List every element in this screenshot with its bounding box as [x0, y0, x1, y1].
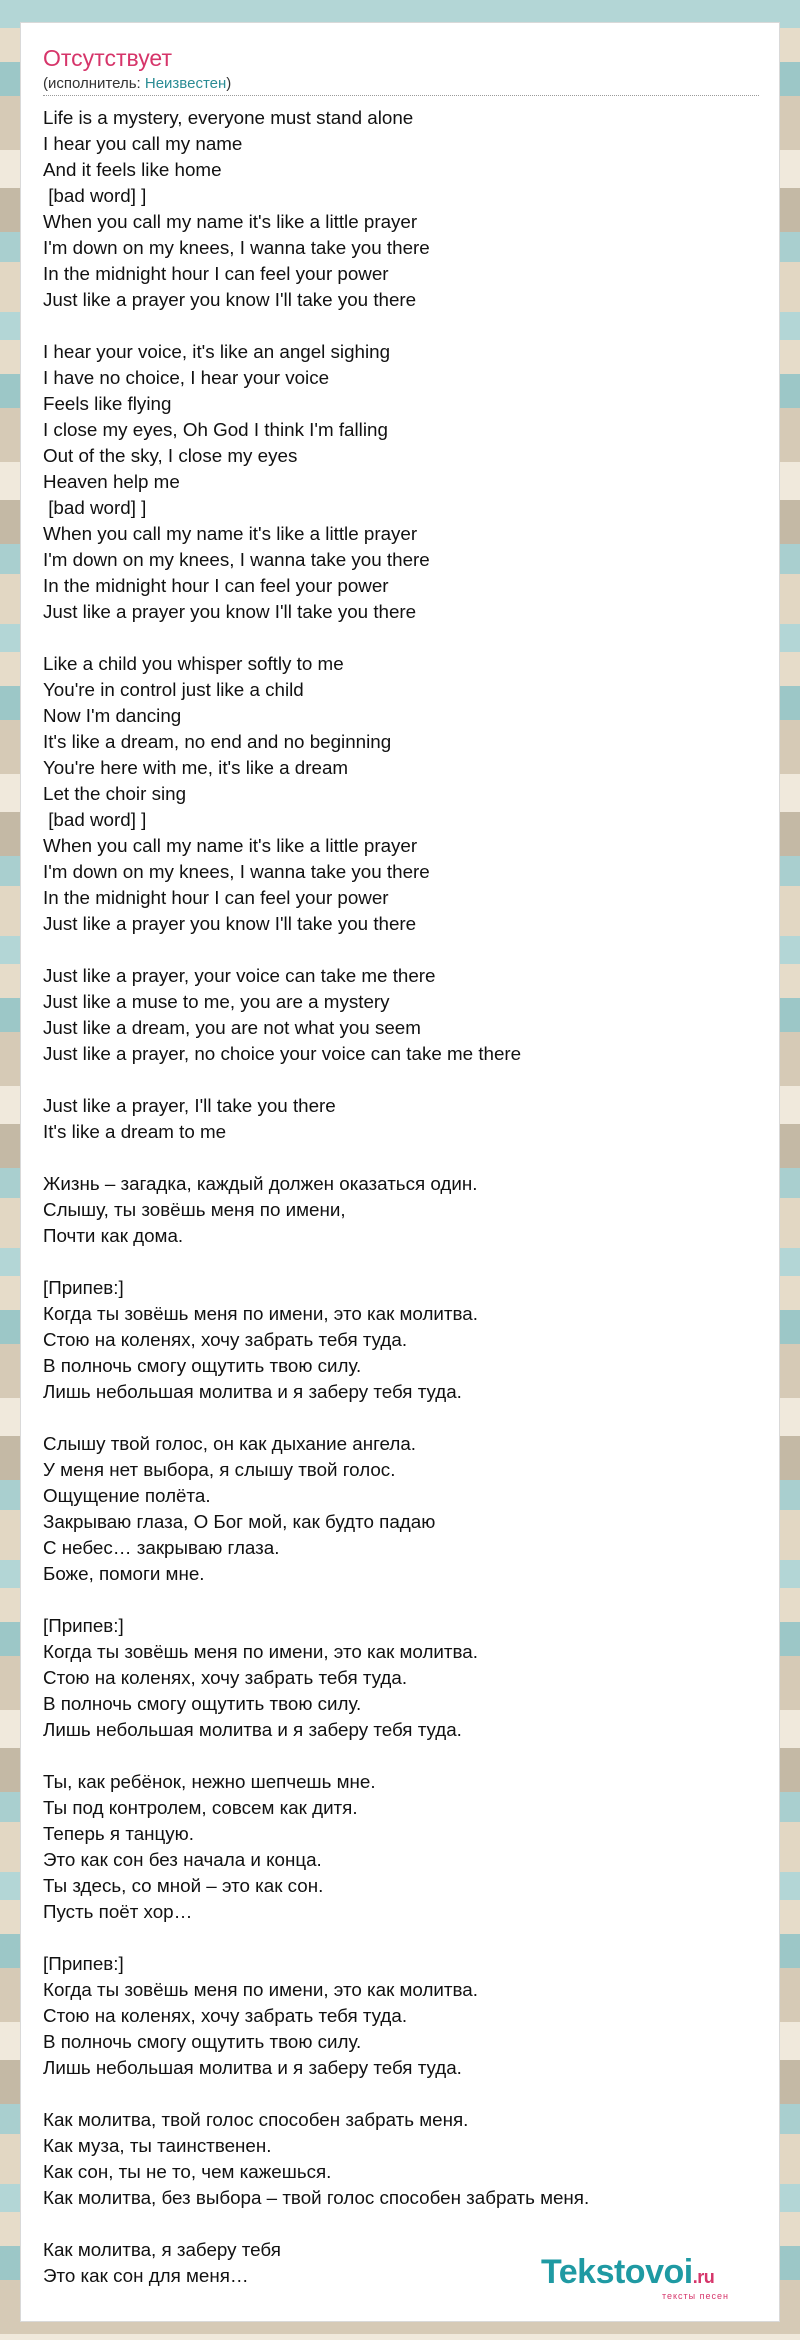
- lyrics-line: Стою на коленях, хочу забрать тебя туда.: [43, 2005, 408, 2026]
- lyrics-line: С небес… закрываю глаза.: [43, 1537, 280, 1558]
- lyrics-line: У меня нет выбора, я слышу твой голос.: [43, 1459, 396, 1480]
- lyrics-line: Лишь небольшая молитва и я заберу тебя туда.: [43, 2057, 462, 2078]
- lyrics-line: Out of the sky, I close my eyes: [43, 445, 298, 466]
- lyrics-line: Just like a dream, you are not what you seem: [43, 1017, 421, 1038]
- lyrics-line: Как муза, ты таинственен.: [43, 2135, 272, 2156]
- lyrics-line: I'm down on my knees, I wanna take you there: [43, 237, 430, 258]
- lyrics-line: I hear your voice, it's like an angel sighing: [43, 341, 391, 362]
- lyrics-line: Let the choir sing: [43, 783, 187, 804]
- lyrics-line: In the midnight hour I can feel your power: [43, 263, 389, 284]
- lyrics-line: [Припев:]: [43, 1953, 124, 1974]
- lyrics-text: [43, 105, 759, 2289]
- lyrics-line: It's like a dream, no end and no beginning: [43, 731, 392, 752]
- logo-main-text: Tekstovoi: [541, 2253, 693, 2291]
- lyrics-blank-line: [43, 2081, 759, 2107]
- lyrics-line: You're in control just like a child: [43, 679, 304, 700]
- lyrics-line: [Припев:]: [43, 1277, 124, 1298]
- lyrics-line: Жизнь – загадка, каждый должен оказаться один.: [43, 1173, 478, 1194]
- artist-suffix: ): [226, 75, 232, 92]
- logo-tld: .ru: [692, 2267, 715, 2287]
- lyrics-line: Like a child you whisper softly to me: [43, 653, 344, 674]
- lyrics-line: Как сон, ты не то, чем кажешься.: [43, 2161, 332, 2182]
- title-divider: [43, 95, 759, 96]
- lyrics-line: Это как сон без начала и конца.: [43, 1849, 322, 1870]
- lyrics-line: Стою на коленях, хочу забрать тебя туда.: [43, 1667, 408, 1688]
- lyrics-line: Just like a prayer, I'll take you there: [43, 1095, 336, 1116]
- lyrics-blank-line: [43, 1925, 759, 1951]
- artist-prefix: (исполнитель:: [43, 75, 145, 92]
- lyrics-line: Когда ты зовёшь меня по имени, это как молитва.: [43, 1641, 478, 1662]
- lyrics-line: Heaven help me: [43, 471, 180, 492]
- logo-tagline: тексты песен: [661, 2291, 729, 2301]
- lyrics-line: When you call my name it's like a little prayer: [43, 523, 418, 544]
- lyrics-line: Now I'm dancing: [43, 705, 182, 726]
- lyrics-line: [bad word] ]: [43, 185, 147, 206]
- lyrics-blank-line: [43, 937, 759, 963]
- lyrics-line: Как молитва, твой голос способен забрать меня.: [43, 2109, 469, 2130]
- lyrics-line: Ощущение полёта.: [43, 1485, 211, 1506]
- lyrics-line: Закрываю глаза, О Бог мой, как будто падаю: [43, 1511, 436, 1532]
- lyrics-line: In the midnight hour I can feel your power: [43, 575, 389, 596]
- artist-link[interactable]: Неизвестен: [144, 75, 227, 92]
- lyrics-line: Ты под контролем, совсем как дитя.: [43, 1797, 358, 1818]
- lyrics-line: Just like a prayer you know I'll take you there: [43, 289, 417, 310]
- lyrics-line: Как молитва, я заберу тебя: [43, 2239, 281, 2260]
- lyrics-line: Just like a prayer you know I'll take you there: [43, 601, 417, 622]
- lyrics-card: [20, 22, 780, 2322]
- lyrics-line: В полночь смогу ощутить твою силу.: [43, 2031, 362, 2052]
- lyrics-blank-line: [43, 625, 759, 651]
- lyrics-line: Слышу твой голос, он как дыхание ангела.: [43, 1433, 416, 1454]
- lyrics-line: Just like a muse to me, you are a mystery: [43, 991, 390, 1012]
- lyrics-line: It's like a dream to me: [43, 1121, 227, 1142]
- lyrics-blank-line: [43, 1405, 759, 1431]
- lyrics-line: You're here with me, it's like a dream: [43, 757, 349, 778]
- lyrics-line: Ты здесь, со мной – это как сон.: [43, 1875, 324, 1896]
- lyrics-line: Лишь небольшая молитва и я заберу тебя туда.: [43, 1381, 462, 1402]
- lyrics-line: I close my eyes, Oh God I think I'm falling: [43, 419, 388, 440]
- lyrics-line: В полночь смогу ощутить твою силу.: [43, 1693, 362, 1714]
- lyrics-line: Боже, помоги мне.: [43, 1563, 205, 1584]
- lyrics-line: Когда ты зовёшь меня по имени, это как молитва.: [43, 1979, 478, 2000]
- lyrics-blank-line: [43, 313, 759, 339]
- lyrics-line: Just like a prayer, no choice your voice can take me there: [43, 1043, 522, 1064]
- song-title: Отсутствует: [43, 45, 172, 71]
- lyrics-line: [bad word] ]: [43, 497, 147, 518]
- lyrics-line: [bad word] ]: [43, 809, 147, 830]
- lyrics-blank-line: [43, 1145, 759, 1171]
- lyrics-line: Когда ты зовёшь меня по имени, это как молитва.: [43, 1303, 478, 1324]
- artist-line: [43, 75, 231, 92]
- lyrics-line: I'm down on my knees, I wanna take you there: [43, 861, 430, 882]
- lyrics-line: When you call my name it's like a little prayer: [43, 211, 418, 232]
- lyrics-line: Почти как дома.: [43, 1225, 184, 1246]
- lyrics-line: I hear you call my name: [43, 133, 243, 154]
- site-logo[interactable]: [541, 2253, 751, 2301]
- lyrics-line: Это как сон для меня…: [43, 2265, 249, 2286]
- lyrics-line: Ты, как ребёнок, нежно шепчешь мне.: [43, 1771, 376, 1792]
- lyrics-line: Как молитва, без выбора – твой голос способен забрать меня.: [43, 2187, 590, 2208]
- lyrics-blank-line: [43, 2211, 759, 2237]
- lyrics-line: Слышу, ты зовёшь меня по имени,: [43, 1199, 346, 1220]
- lyrics-line: Just like a prayer, your voice can take me there: [43, 965, 436, 986]
- lyrics-blank-line: [43, 1587, 759, 1613]
- lyrics-line: Стою на коленях, хочу забрать тебя туда.: [43, 1329, 408, 1350]
- lyrics-line: Теперь я танцую.: [43, 1823, 194, 1844]
- lyrics-line: Пусть поёт хор…: [43, 1901, 193, 1922]
- lyrics-line: Лишь небольшая молитва и я заберу тебя туда.: [43, 1719, 462, 1740]
- lyrics-line: Just like a prayer you know I'll take you there: [43, 913, 417, 934]
- lyrics-line: [Припев:]: [43, 1615, 124, 1636]
- lyrics-line: I'm down on my knees, I wanna take you there: [43, 549, 430, 570]
- lyrics-line: Life is a mystery, everyone must stand alone: [43, 107, 414, 128]
- lyrics-line: And it feels like home: [43, 159, 222, 180]
- lyrics-blank-line: [43, 1067, 759, 1093]
- lyrics-blank-line: [43, 1743, 759, 1769]
- logo-wordmark: [541, 2253, 714, 2292]
- lyrics-line: In the midnight hour I can feel your power: [43, 887, 389, 908]
- lyrics-line: I have no choice, I hear your voice: [43, 367, 330, 388]
- lyrics-line: Feels like flying: [43, 393, 172, 414]
- lyrics-line: В полночь смогу ощутить твою силу.: [43, 1355, 362, 1376]
- lyrics-line: When you call my name it's like a little prayer: [43, 835, 418, 856]
- lyrics-blank-line: [43, 1249, 759, 1275]
